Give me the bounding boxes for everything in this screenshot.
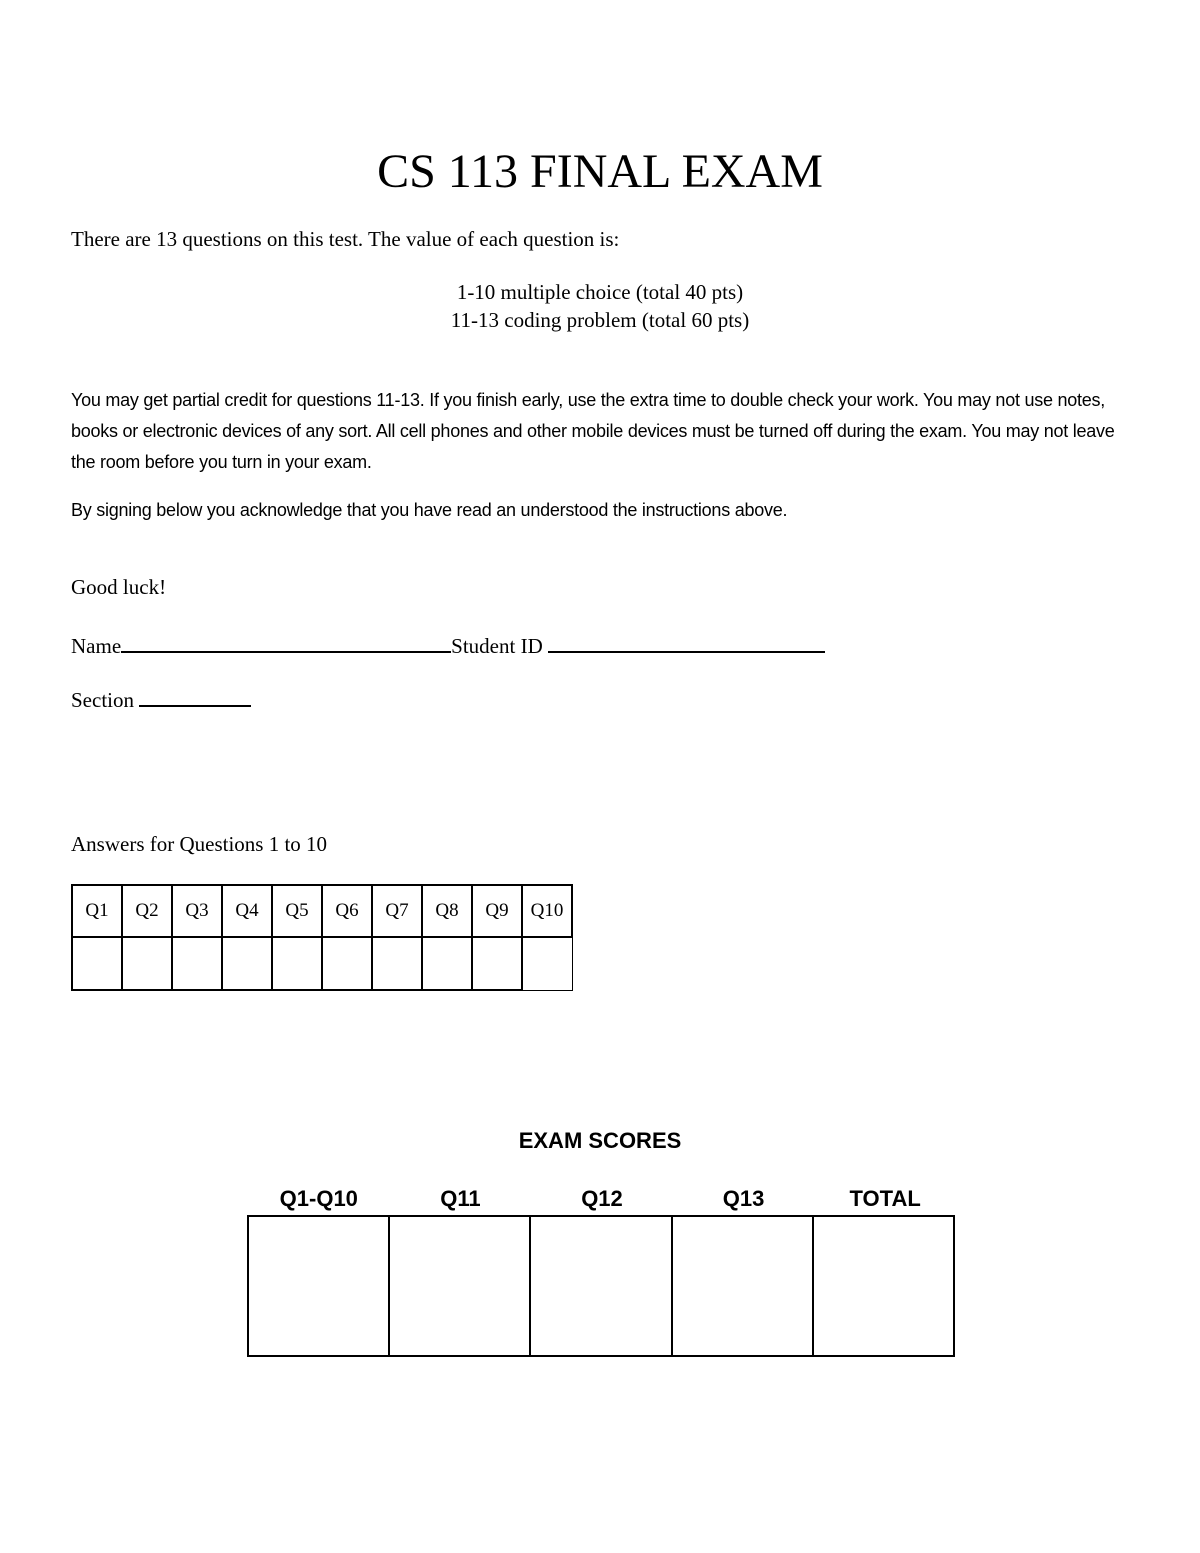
name-field[interactable] (121, 627, 451, 653)
score-cell-total[interactable] (814, 1217, 953, 1355)
student-id-label: Student ID (451, 634, 543, 658)
answer-header-q1: Q1 (72, 885, 122, 937)
answer-cell-q6[interactable] (322, 937, 372, 990)
answer-cell-q5[interactable] (272, 937, 322, 990)
answers-label: Answers for Questions 1 to 10 (71, 832, 328, 856)
question-values (0, 278, 1200, 334)
score-cell-q1-q10[interactable] (249, 1217, 390, 1355)
answer-header-q10: Q10 (522, 885, 572, 937)
answers-input-row (72, 937, 572, 990)
answer-cell-q8[interactable] (422, 937, 472, 990)
score-header-q13: Q13 (722, 1186, 765, 1211)
score-cell-q13[interactable] (673, 1217, 814, 1355)
scores-grid (247, 1215, 955, 1357)
answer-header-q4: Q4 (222, 885, 272, 937)
answer-cell-q7[interactable] (372, 937, 422, 990)
answer-cell-q3[interactable] (172, 937, 222, 990)
value-multiple-choice: 1-10 multiple choice (total 40 pts) (456, 280, 744, 304)
score-header-q11: Q11 (440, 1186, 481, 1211)
acknowledgement-text: By signing below you acknowledge that you have read an understood the instructions above. (71, 500, 788, 520)
answer-header-q5: Q5 (272, 885, 322, 937)
answer-cell-q1[interactable] (72, 937, 122, 990)
score-cell-q12[interactable] (531, 1217, 672, 1355)
answer-header-q9: Q9 (472, 885, 522, 937)
section-field[interactable] (139, 681, 251, 707)
value-coding-problem: 11-13 coding problem (total 60 pts) (450, 308, 750, 332)
student-id-field[interactable] (548, 627, 825, 653)
score-cell-q11[interactable] (390, 1217, 531, 1355)
answer-header-q3: Q3 (172, 885, 222, 937)
score-header-q12: Q12 (581, 1186, 623, 1211)
exam-rules: You may get partial credit for questions 11-13. If you finish early, use the extra time to double check your work. You may not use notes, books or electronic devices of any sort. All cell phones and other mobile devices must be turned off during the exam. You may not leave the room before you turn in your exam. (71, 390, 1115, 472)
answer-header-q6: Q6 (322, 885, 372, 937)
exam-title: CS 113 FINAL EXAM (377, 145, 823, 198)
score-header-total: TOTAL (849, 1186, 921, 1211)
exam-intro: There are 13 questions on this test. The value of each question is: (71, 227, 620, 251)
answers-table (71, 884, 573, 991)
answer-cell-q4[interactable] (222, 937, 272, 990)
answer-cell-q9[interactable] (472, 937, 522, 990)
good-luck-text: Good luck! (71, 575, 167, 599)
answer-header-q8: Q8 (422, 885, 472, 937)
answer-header-q7: Q7 (372, 885, 422, 937)
exam-scores-title: EXAM SCORES (518, 1128, 682, 1153)
name-label: Name (71, 634, 122, 658)
answer-header-q2: Q2 (122, 885, 172, 937)
answer-cell-q10[interactable] (522, 937, 572, 990)
scores-header-row (248, 1184, 956, 1214)
section-label: Section (71, 688, 134, 712)
score-header-q1-q10: Q1-Q10 (279, 1186, 358, 1211)
name-student-id-row (71, 627, 825, 661)
answers-header-row (72, 885, 572, 937)
answer-cell-q2[interactable] (122, 937, 172, 990)
section-row (71, 681, 251, 715)
